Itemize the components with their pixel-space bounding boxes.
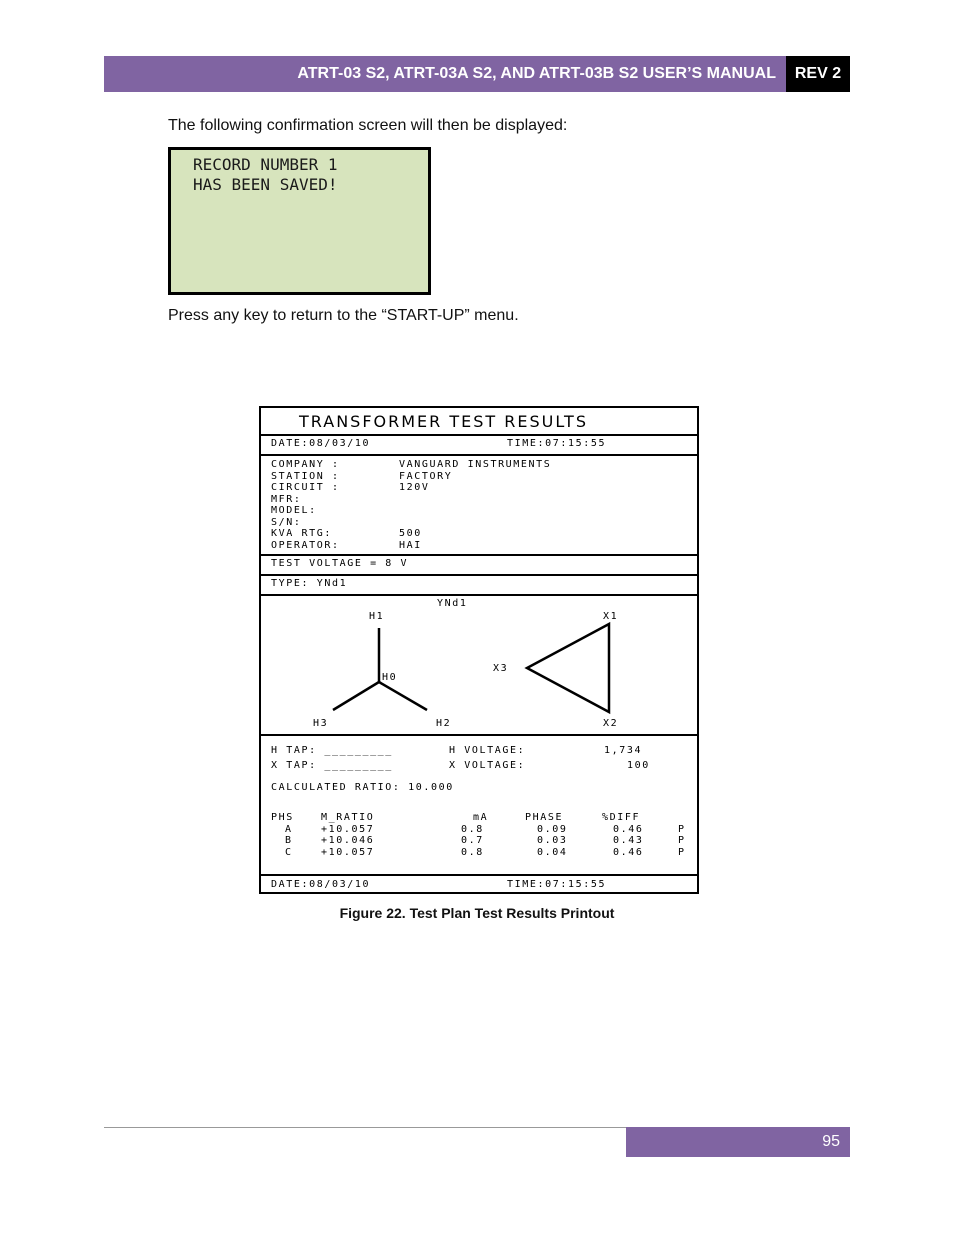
table-cell-ratio: +10.046	[321, 835, 375, 846]
page-number: 95	[626, 1127, 850, 1157]
intro-text: The following confirmation screen will then be displayed:	[168, 117, 568, 134]
printout-title: TRANSFORMER TEST RESULTS	[299, 412, 588, 431]
test-results-printout	[259, 406, 699, 894]
col-header-phs: PHS	[271, 812, 294, 823]
transformer-type: TYPE: YNd1	[271, 578, 348, 589]
info-label: KVA RTG:	[271, 528, 332, 539]
table-cell-phase: 0.03	[537, 835, 568, 846]
info-section	[261, 454, 697, 556]
h2-label: H2	[436, 718, 452, 729]
info-value: 120V	[399, 482, 430, 493]
x3-label: X3	[493, 663, 509, 674]
col-header-diff: %DIFF	[602, 812, 641, 823]
date-bottom: DATE:08/03/10	[271, 879, 371, 890]
delta-triangle	[527, 624, 609, 712]
h-voltage-label: H VOLTAGE:	[449, 745, 526, 756]
calculated-ratio: CALCULATED RATIO: 10.000	[271, 782, 454, 793]
header-rev: REV 2	[786, 56, 850, 92]
table-cell-pass: P	[678, 823, 686, 835]
info-label: CIRCUIT :	[271, 482, 340, 493]
x2-label: X2	[603, 718, 619, 729]
diagram-name: YNd1	[437, 598, 468, 609]
table-cell-ma: 0.7	[461, 835, 484, 846]
table-cell-ma: 0.8	[461, 846, 484, 858]
info-label: COMPANY :	[271, 459, 340, 470]
results-section	[261, 734, 697, 876]
info-value: FACTORY	[399, 470, 453, 482]
h0-label: H0	[382, 672, 398, 683]
date-time-footer-section	[261, 874, 697, 894]
table-cell-pass: P	[678, 835, 686, 846]
vector-diagram-section	[261, 594, 697, 736]
h-voltage-value: 1,734	[604, 745, 643, 756]
table-cell-diff: 0.46	[613, 823, 644, 835]
info-value: 500	[399, 528, 422, 539]
date-time-section	[261, 434, 697, 456]
info-label: OPERATOR:	[271, 539, 340, 551]
table-cell-diff: 0.43	[613, 835, 644, 846]
h1-label: H1	[369, 611, 385, 622]
x-tap: X TAP: _________	[271, 760, 393, 771]
table-cell-phase: 0.09	[537, 823, 568, 835]
info-value: VANGUARD INSTRUMENTS	[399, 459, 552, 470]
table-cell-phs: B	[285, 835, 293, 846]
table-cell-ratio: +10.057	[321, 823, 375, 835]
h-tap: H TAP: _________	[271, 745, 393, 756]
lcd-screen	[168, 147, 431, 295]
x-voltage-value: 100	[627, 760, 650, 771]
time-top: TIME:07:15:55	[507, 438, 607, 449]
table-cell-pass: P	[678, 846, 686, 858]
lcd-line-2: HAS BEEN SAVED!	[193, 175, 338, 194]
info-label: MODEL:	[271, 505, 317, 516]
info-value: HAI	[399, 539, 422, 551]
time-bottom: TIME:07:15:55	[507, 879, 607, 890]
h2-leg	[379, 682, 427, 710]
table-cell-phs: A	[285, 823, 293, 835]
date-top: DATE:08/03/10	[271, 438, 371, 449]
type-section	[261, 574, 697, 596]
table-cell-phs: C	[285, 846, 293, 858]
footer-rule	[104, 1127, 626, 1128]
test-voltage-section	[261, 554, 697, 576]
info-label: STATION :	[271, 470, 340, 482]
table-cell-diff: 0.46	[613, 846, 644, 858]
info-label: S/N:	[271, 516, 302, 528]
col-header-phase: PHASE	[525, 812, 564, 823]
h3-leg	[333, 682, 379, 710]
x-voltage-label: X VOLTAGE:	[449, 760, 526, 771]
col-header-ma: mA	[473, 812, 489, 823]
x1-label: X1	[603, 611, 619, 622]
lcd-line-1: RECORD NUMBER 1	[193, 155, 338, 174]
h3-label: H3	[313, 718, 329, 729]
test-voltage: TEST VOLTAGE = 8 V	[271, 558, 409, 569]
header-title: ATRT-03 S2, ATRT-03A S2, AND ATRT-03B S2 USER’S MANUAL	[104, 56, 786, 92]
info-label: MFR:	[271, 493, 302, 505]
col-header-m-ratio: M_RATIO	[321, 812, 375, 823]
vector-diagram	[261, 594, 697, 734]
table-cell-ma: 0.8	[461, 823, 484, 835]
table-cell-ratio: +10.057	[321, 846, 375, 858]
table-cell-phase: 0.04	[537, 846, 568, 858]
figure-caption: Figure 22. Test Plan Test Results Printout	[339, 905, 615, 921]
after-text: Press any key to return to the “START-UP” menu.	[168, 307, 519, 324]
printout-title-section	[261, 408, 697, 436]
